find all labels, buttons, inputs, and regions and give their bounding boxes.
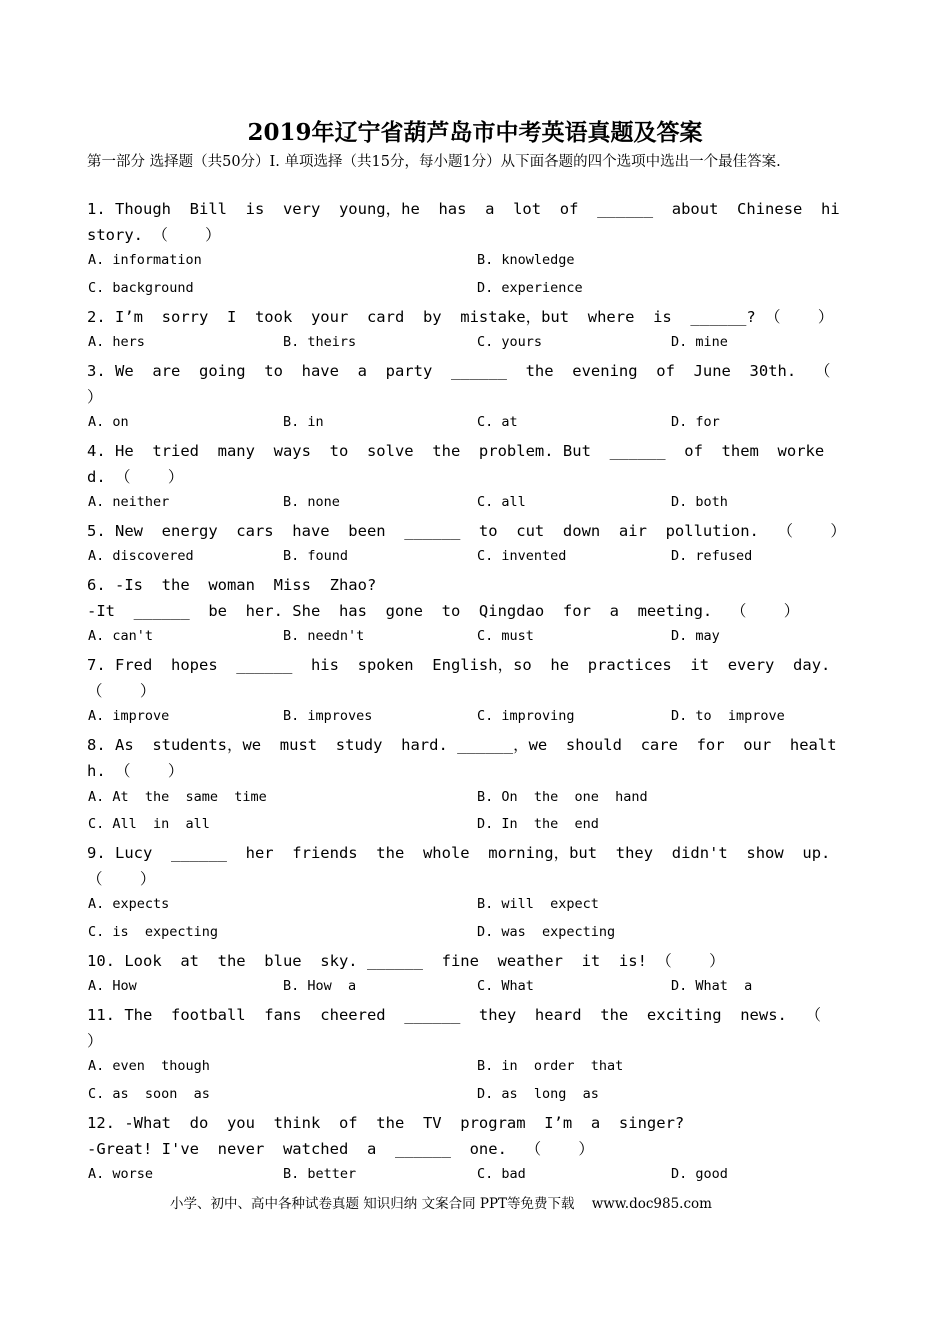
option-a: A. improve xyxy=(88,708,170,724)
option-a: A. even though xyxy=(88,1058,210,1074)
option-c: C. all xyxy=(477,494,526,510)
question-9-line-1: 9. Lucy ______ her friends the whole morning，but they didn't show up. xyxy=(87,844,831,862)
option-c: C. is expecting xyxy=(88,924,219,940)
question-6-line-1: 6. -Is the woman Miss Zhao? xyxy=(87,576,377,594)
page-footer: 小学、初中、高中各种试卷真题 知识归纳 文案合同 PPT等免费下载 www.doc985.com xyxy=(170,1196,712,1212)
options-row xyxy=(88,924,864,948)
option-b: B. will expect xyxy=(477,896,599,912)
option-b: B. better xyxy=(283,1166,357,1182)
question-2-line-1: 2. I’m sorry I took your card by mistake，but where is ______? （ ） xyxy=(87,308,834,326)
question-12-line-2: -Great! I've never watched a ______ one. （ ） xyxy=(87,1140,594,1158)
option-b: B. needn't xyxy=(283,628,365,644)
section-intro: 第一部分 选择题（共50分）Ⅰ. 单项选择（共15分，每小题1分）从下面各题的四个选项中选出一个最佳答案. xyxy=(87,154,781,170)
option-b: B. improves xyxy=(283,708,373,724)
question-3-line-1: 3. We are going to have a party ______ the evening of June 30th. （ xyxy=(87,362,831,380)
page-title: 2019年辽宁省葫芦岛市中考英语真题及答案 xyxy=(247,119,703,146)
option-d: D. What a xyxy=(671,978,753,994)
question-4-line-2: d. （ ） xyxy=(87,468,184,486)
option-d: D. for xyxy=(671,414,720,430)
option-a: A. neither xyxy=(88,494,170,510)
option-d: D. as long as xyxy=(477,1086,599,1102)
options-row xyxy=(88,708,864,732)
option-a: A. expects xyxy=(88,896,170,912)
option-d: D. experience xyxy=(477,280,583,296)
question-9-line-2: （ ） xyxy=(87,870,156,888)
option-d: D. both xyxy=(671,494,728,510)
question-1-line-1: 1. Though Bill is very young，he has a lot of ______ about Chinese hi xyxy=(87,200,840,218)
options-row xyxy=(88,280,864,304)
option-a: A. can't xyxy=(88,628,154,644)
question-7-line-2: （ ） xyxy=(87,682,156,700)
question-7-line-1: 7. Fred hopes ______ his spoken English，so he practices it every day. xyxy=(87,656,831,674)
option-d: D. good xyxy=(671,1166,728,1182)
options-row xyxy=(88,334,864,358)
question-8-line-2: h. （ ） xyxy=(87,762,184,780)
options-row xyxy=(88,1086,864,1110)
option-a: A. hers xyxy=(88,334,145,350)
option-a: A. At the same time xyxy=(88,789,267,805)
options-row xyxy=(88,1058,864,1082)
option-a: A. discovered xyxy=(88,548,194,564)
question-10-line-1: 10. Look at the blue sky. ______ fine weather it is! （ ） xyxy=(87,952,725,970)
option-c: C. yours xyxy=(477,334,543,350)
question-11-line-2: ） xyxy=(87,1032,103,1050)
option-c: C. invented xyxy=(477,548,567,564)
option-d: D. to improve xyxy=(671,708,785,724)
options-row xyxy=(88,628,864,652)
option-a: A. on xyxy=(88,414,129,430)
question-1-line-2: story. （ ） xyxy=(87,226,221,244)
option-c: C. background xyxy=(88,280,194,296)
option-c: C. at xyxy=(477,414,518,430)
option-c: C. All in all xyxy=(88,816,210,832)
option-a: A. worse xyxy=(88,1166,154,1182)
options-row xyxy=(88,978,864,1002)
options-row xyxy=(88,252,864,276)
question-5-line-1: 5. New energy cars have been ______ to cut down air pollution. （ ） xyxy=(87,522,846,540)
question-12-line-1: 12. -What do you think of the TV program I’m a singer? xyxy=(87,1114,685,1132)
question-8-line-1: 8. As students，we must study hard. ______，we should care for our healt xyxy=(87,736,837,754)
option-c: C. What xyxy=(477,978,534,994)
option-b: B. found xyxy=(283,548,349,564)
options-row xyxy=(88,816,864,840)
option-b: B. in xyxy=(283,414,324,430)
option-c: C. bad xyxy=(477,1166,526,1182)
option-a: A. information xyxy=(88,252,202,268)
option-d: D. mine xyxy=(671,334,728,350)
option-b: B. in order that xyxy=(477,1058,624,1074)
option-b: B. theirs xyxy=(283,334,357,350)
option-a: A. How xyxy=(88,978,137,994)
option-c: C. must xyxy=(477,628,534,644)
options-row xyxy=(88,789,864,813)
options-row xyxy=(88,414,864,438)
options-row xyxy=(88,1166,864,1190)
options-row xyxy=(88,494,864,518)
options-row xyxy=(88,548,864,572)
option-d: D. refused xyxy=(671,548,753,564)
option-d: D. was expecting xyxy=(477,924,616,940)
option-d: D. In the end xyxy=(477,816,599,832)
option-d: D. may xyxy=(671,628,720,644)
option-b: B. none xyxy=(283,494,340,510)
question-3-line-2: ） xyxy=(87,388,103,406)
option-c: C. as soon as xyxy=(88,1086,210,1102)
option-b: B. How a xyxy=(283,978,357,994)
option-b: B. On the one hand xyxy=(477,789,648,805)
question-4-line-1: 4. He tried many ways to solve the problem. But ______ of them worke xyxy=(87,442,825,460)
option-b: B. knowledge xyxy=(477,252,575,268)
options-row xyxy=(88,896,864,920)
option-c: C. improving xyxy=(477,708,575,724)
question-11-line-1: 11. The football fans cheered ______ they heard the exciting news. （ xyxy=(87,1006,822,1024)
question-6-line-2: -It ______ be her. She has gone to Qingdao for a meeting. （ ） xyxy=(87,602,800,620)
